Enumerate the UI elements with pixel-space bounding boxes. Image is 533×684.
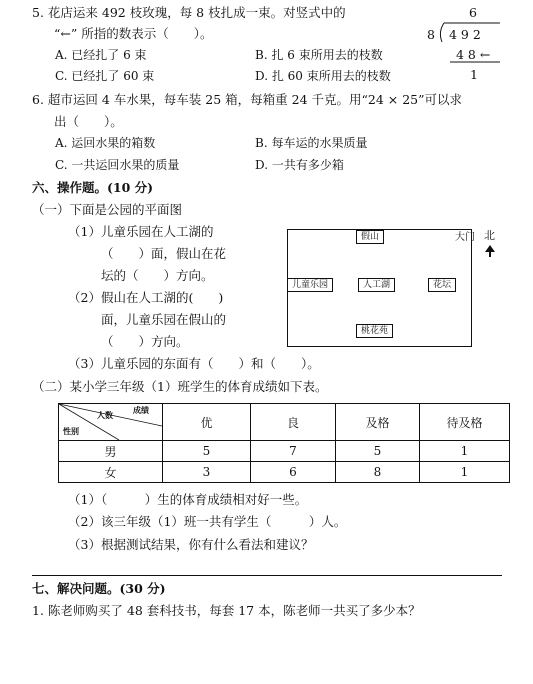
part1-q2-line3: （ ）方向。 (101, 334, 189, 349)
part1-q1-line1: （1）儿童乐园在人工湖的 (68, 224, 214, 239)
corner-label-grade: 成绩 (133, 405, 149, 415)
score-table-header (59, 404, 510, 441)
table-row (59, 462, 510, 483)
table-row-label: 男 (59, 441, 163, 462)
table-cell: 5 (163, 441, 251, 462)
park-map (287, 229, 472, 347)
division-divisor: 8 (427, 27, 435, 42)
map-label-taohua: 桃花苑 (356, 324, 393, 338)
part2-q1: （1）（ ）生的体育成绩相对好一些。 (68, 492, 308, 507)
part1-q2-line2: 面，儿童乐园在假山的 (101, 312, 227, 327)
table-header-cell: 良 (251, 404, 336, 441)
map-label-rengong: 人工湖 (358, 278, 395, 292)
q6-text-line2: 出（ ）。 (54, 114, 123, 129)
q5-option-a: A. 已经扎了 6 束 (55, 48, 147, 62)
map-label-damen: 大门 (455, 232, 475, 243)
table-header-cell: 优 (163, 404, 251, 441)
part2-q2: （2）该三年级（1）班一共有学生（ ）人。 (68, 514, 347, 529)
division-quotient: 6 (469, 5, 477, 20)
table-cell: 8 (336, 462, 420, 483)
q5-option-c: C. 已经扎了 60 束 (55, 69, 155, 83)
q5-text-line1: 5. 花店运来 492 枝玫瑰，每 8 枝扎成一束。对竖式中的 (32, 5, 346, 20)
map-label-ertong: 儿童乐园 (287, 278, 333, 292)
part1-q2-line1: （2）假山在人工湖的( ) (68, 290, 224, 305)
q6-option-d: D. 一共有多少箱 (255, 158, 344, 172)
table-cell: 3 (163, 462, 251, 483)
q5-option-b: B. 扎 6 束所用去的枝数 (255, 48, 383, 62)
q6-text-line1: 6. 超市运回 4 车水果，每车装 25 箱，每箱重 24 千克。用“24 × 25”可以求 (32, 92, 463, 107)
map-label-huatan: 花坛 (428, 278, 456, 292)
north-label: 北 (484, 229, 495, 242)
section7-title: 七、解决问题。(30 分) (32, 581, 166, 596)
corner-label-gender: 性别 (63, 426, 79, 436)
part1-q1-line2: （ ）面，假山在花 (101, 246, 227, 261)
section6-part1-title: （一）下面是公园的平面图 (32, 202, 183, 217)
table-cell: 5 (336, 441, 420, 462)
table-cell: 1 (420, 462, 510, 483)
map-label-jiashan: 假山 (356, 230, 384, 244)
division-remainder: 1 (470, 67, 478, 82)
division-dividend: 4 9 2 (449, 27, 481, 42)
section6-title: 六、操作题。(10 分) (32, 180, 154, 195)
section6-part2-title: （二）某小学三年级（1）班学生的体育成绩如下表。 (32, 379, 328, 394)
table-corner-cell (59, 404, 163, 441)
part2-q3: （3）根据测试结果，你有什么看法和建议？ (68, 537, 314, 552)
table-row-label: 女 (59, 462, 163, 483)
division-product: 4 8 ← (456, 47, 491, 62)
north-arrow-icon (484, 244, 496, 258)
table-header-cell: 及格 (336, 404, 420, 441)
score-table (58, 403, 510, 483)
q5-text-line2: “←” 所指的数表示（ ）。 (54, 26, 213, 41)
q6-option-c: C. 一共运回水果的质量 (55, 158, 180, 172)
table-row (59, 441, 510, 462)
corner-label-count: 人数 (97, 410, 113, 420)
divider-line (32, 575, 502, 576)
part1-q1-line3: 坛的（ ）方向。 (101, 268, 214, 283)
part1-q3: （3）儿童乐园的东面有（ ）和（ ）。 (68, 356, 320, 371)
table-cell: 6 (251, 462, 336, 483)
section7-q1: 1. 陈老师购买了 48 套科技书，每套 17 本，陈老师一共买了多少本？ (32, 603, 421, 618)
table-cell: 7 (251, 441, 336, 462)
table-header-cell: 待及格 (420, 404, 510, 441)
q6-option-b: B. 每车运的水果质量 (255, 136, 368, 150)
table-cell: 1 (420, 441, 510, 462)
q5-option-d: D. 扎 60 束所用去的枝数 (255, 69, 391, 83)
q6-option-a: A. 运回水果的箱数 (55, 136, 156, 150)
